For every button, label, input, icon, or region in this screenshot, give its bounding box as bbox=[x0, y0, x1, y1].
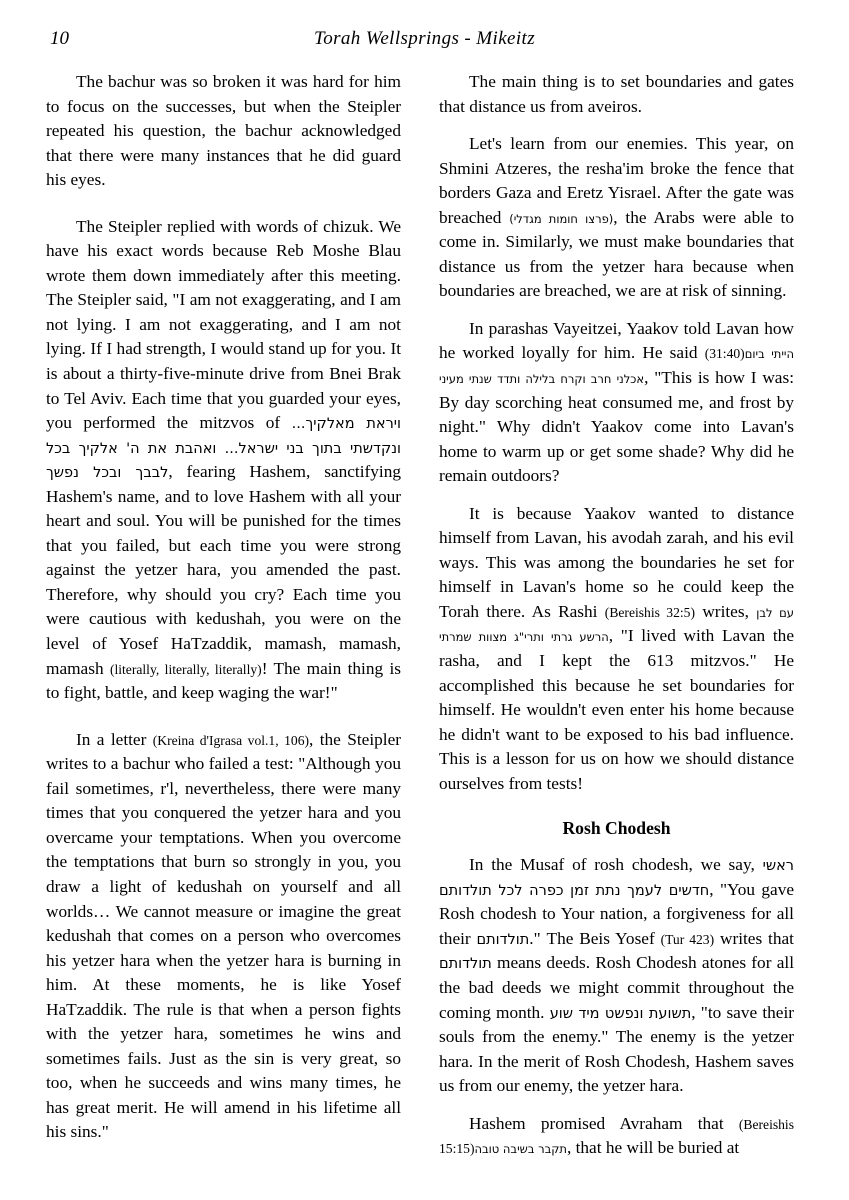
source-citation: (Bereishis 15:15) bbox=[439, 1116, 794, 1157]
hebrew-inline-1: (פרצו חומות מגדלי) bbox=[509, 211, 614, 226]
page-number: 10 bbox=[50, 28, 69, 49]
paragraph-right-1: The main thing is to set boundaries and gates that distance us from aveiros. bbox=[439, 72, 794, 116]
hebrew-quote-6: תקבר בשיבה טובה bbox=[474, 1142, 567, 1157]
text-run: ! The main thing is to fight, battle, and keep waging the war!" bbox=[46, 658, 401, 703]
text-run: , the Arabs were able to come in. Similarly, we must make boundaries that distance us from the yetzer hara because when boundaries are breached, we are at risk of sinning. bbox=[439, 207, 794, 301]
text-run: In a letter bbox=[76, 729, 153, 749]
text-columns bbox=[46, 70, 803, 1161]
hebrew-quote-4: ראשי חדשים לעמך נתת זמן כפרה לכל תולדותם bbox=[439, 858, 794, 899]
page-header bbox=[46, 28, 803, 58]
text-run: means deeds. Rosh Chodesh atones for all the bad deeds we might commit throughout the coming month. bbox=[439, 953, 794, 1022]
section-heading: Rosh Chodesh bbox=[562, 818, 671, 839]
parenthetical-gloss: (literally, literally, literally) bbox=[109, 661, 262, 677]
paragraph-left-1: The bachur was so broken it was hard for him to focus on the successes, but when the Steipler repeated his question, the bachur acknowledged that there were many instances that he did guard his eyes. bbox=[46, 72, 401, 190]
left-column bbox=[46, 70, 401, 1161]
text-run: In parashas Vayeitzei, Yaakov told Lavan how he worked loyally for him. He said bbox=[439, 318, 794, 363]
paragraph-right-5 bbox=[439, 853, 794, 1098]
text-run: , "to save their souls from the enemy." The enemy is the yetzer hara. In the merit of Rosh Chodesh, Hashem saves us from our enemy, the yetzer hara. bbox=[439, 1002, 795, 1096]
paragraph-right-4 bbox=[439, 502, 794, 797]
text-run: , "This is how I was: By day scorching heat consumed me, and frost by night." Why didn't Yaakov come into Lavan's home to warm up or get some shade? Why did he remain outdoors? bbox=[439, 368, 795, 486]
text-run: It is because Yaakov wanted to distance himself from Lavan, his avodah zarah, and his evil ways. This was among the boundaries he set for himself in Lavan's home so he could keep the Torah there. As Rashi bbox=[439, 503, 794, 621]
hebrew-quote-5: תשועת ונפשט מיד שוע bbox=[549, 1005, 692, 1022]
source-citation: (Kreina d'Igrasa vol.1, 106) bbox=[152, 732, 310, 748]
text-run: , fearing Hashem, sanctifying Hashem's name, and to love Hashem with all your heart and soul. You will be punished for the times that you failed, but each time you were strong against the yetzer hara, you amended the past. Therefore, why should you cry? Each time you were cautious with kedushah, you were on the level of Yosef HaTzaddik, mamash, mamash, mamash bbox=[46, 462, 401, 678]
source-citation: (Tur 423) bbox=[660, 931, 715, 947]
paragraph-gap bbox=[46, 719, 401, 728]
text-run: Hashem promised Avraham that bbox=[469, 1113, 739, 1133]
hebrew-quote-1: ויראת מאלקיך... ונקדשתי בתוך בני ישראל... ואהבת את ה' אלקיך בכל לבבך ובכל נפשך bbox=[46, 416, 401, 482]
paragraph-left-2 bbox=[46, 215, 401, 706]
text-run: writes that bbox=[714, 928, 794, 948]
text-run: , "You gave Rosh chodesh to Your nation, a forgiveness for all their bbox=[439, 879, 795, 948]
text-run: writes, bbox=[695, 601, 757, 621]
paragraph-left-3 bbox=[46, 728, 401, 1145]
right-column bbox=[439, 70, 794, 1161]
hebrew-inline-3: תולדותם bbox=[439, 956, 492, 973]
paragraph-gap bbox=[46, 206, 401, 215]
text-run: , the Steipler writes to a bachur who failed a test: "Although you fail sometimes, r'l, nevertheless, there were many times that you conquered the yetzer hara and you overcame your temptations. When you overcome the temptations that burn so strongly in you, you draw a light of kedushah on yourself and all worlds… We cannot measure or imagine the great kedushah that comes on a person who overcomes his yetzer hara when the yetzer hara is burning in him. At these moments, he is like Yosef HaTzaddik. The rule is that when a person fights with the yetzer hara, sometimes he wins and sometimes fails. Just as the sin is very great, so too, when he succeeds and wins many times, he has great merit. He will amend in his lifetime all his sins." bbox=[46, 729, 401, 1142]
hebrew-quote-3: עם לבן הרשע גרתי ותרי"ג מצוות שמרתי bbox=[439, 605, 795, 645]
hebrew-quote-2: הייתי ביום אכלני חרב וקרח בלילה ותדד שנתי מעיני bbox=[439, 347, 794, 387]
text-run: In the Musaf of rosh chodesh, we say, bbox=[469, 855, 763, 875]
paragraph-right-3 bbox=[439, 317, 794, 489]
text-run: , "I lived with Lavan the rasha, and I kept the 613 mitzvos." He accomplished this because he set boundaries for himself. He wouldn't even enter his home because he didn't want to be exposed to his bad influence. This is a lesson for us on how we should distance ourselves from tests! bbox=[439, 626, 794, 793]
paragraph-right-2 bbox=[439, 132, 794, 304]
hebrew-inline-2: תולדותם bbox=[476, 931, 530, 948]
text-run: ." The Beis Yosef bbox=[529, 928, 661, 948]
source-citation: (Bereishis 32:5) bbox=[604, 604, 696, 620]
source-citation: (31:40) bbox=[704, 346, 745, 362]
paragraph-right-6 bbox=[439, 1112, 794, 1161]
text-run: , that he will be buried at bbox=[566, 1138, 740, 1158]
text-run: Let's learn from our enemies. This year, on Shmini Atzeres, the resha'im broke the fence that borders Gaza and Eretz Yisrael. After the gate was breached bbox=[439, 134, 794, 227]
text-run: The Steipler replied with words of chizuk. We have his exact words because Reb Moshe Blau wrote them down immediately after this meeting. The Steipler said, "I am not exaggerating, and I am not lying. I am not exaggerating, and I am not lying. If I had strength, I would stand up for you. It is about a thirty-five-minute drive from Bnei Brak to Tel Aviv. Each time that you guarded your eyes, you performed the mitzvos of bbox=[46, 216, 401, 433]
running-title: Torah Wellsprings - Mikeitz bbox=[313, 28, 536, 49]
